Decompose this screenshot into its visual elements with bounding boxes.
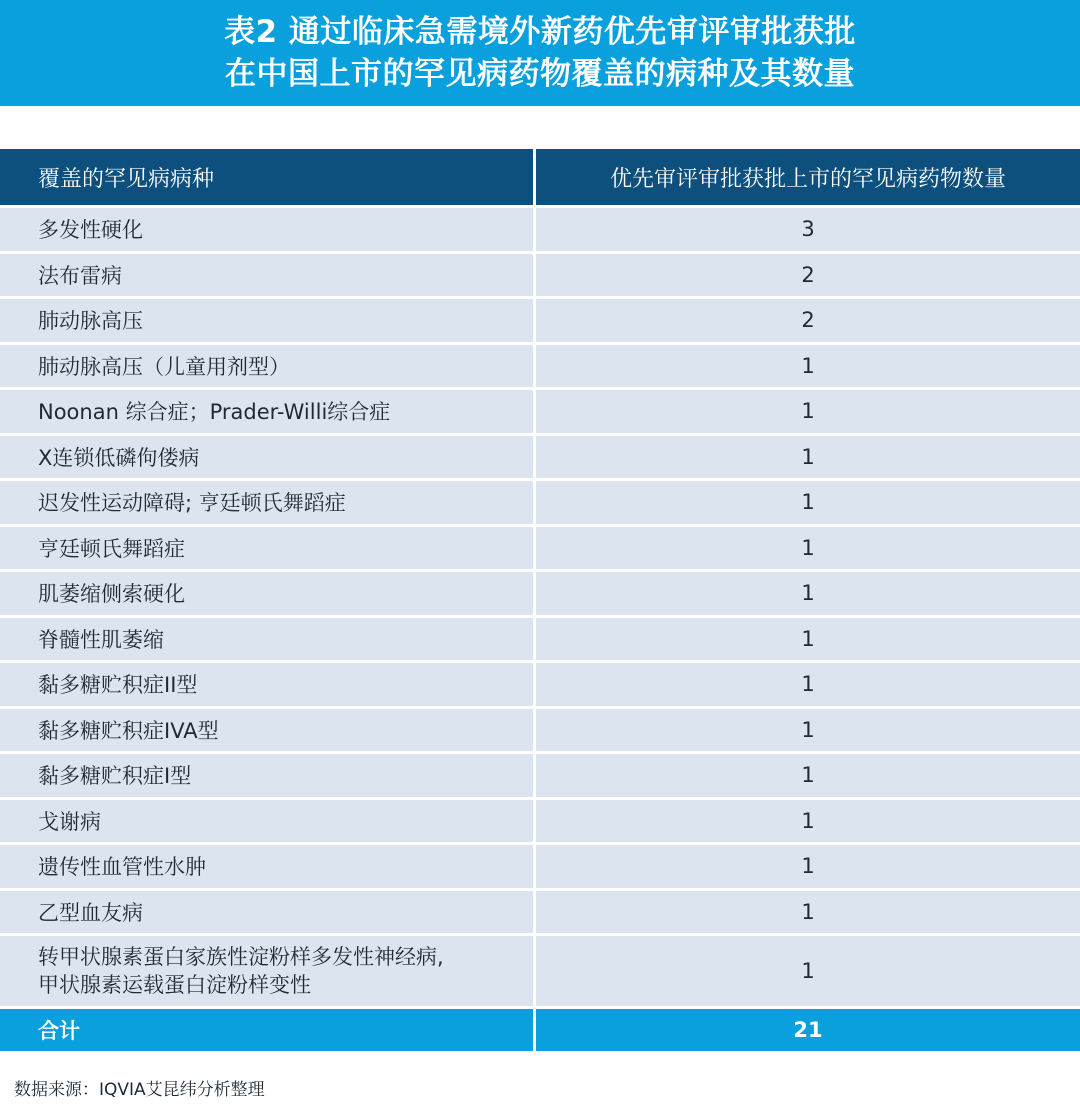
header-disease: 覆盖的罕见病病种 <box>0 149 533 205</box>
table-row <box>0 299 1080 342</box>
count-cell: 1 <box>533 481 1080 524</box>
disease-cell: 乙型血友病 <box>0 891 533 934</box>
total-label: 合计 <box>0 1009 533 1051</box>
disease-cell: 黏多糖贮积症II型 <box>0 663 533 706</box>
count-cell: 1 <box>533 527 1080 570</box>
table-row <box>0 663 1080 706</box>
data-source-note: 数据来源：IQVIA艾昆纬分析整理 <box>14 1080 265 1100</box>
table-row <box>0 845 1080 888</box>
total-count: 21 <box>533 1009 1080 1051</box>
disease-cell: 黏多糖贮积症I型 <box>0 754 533 797</box>
count-cell: 1 <box>533 436 1080 479</box>
count-cell: 2 <box>533 254 1080 297</box>
disease-cell: 肌萎缩侧索硬化 <box>0 572 533 615</box>
count-cell: 1 <box>533 936 1080 1006</box>
disease-cell: 多发性硬化 <box>0 208 533 251</box>
disease-cell: 黏多糖贮积症IVA型 <box>0 709 533 752</box>
title-line-1: 表2 通过临床急需境外新药优先审评审批获批 <box>224 14 856 50</box>
count-cell: 3 <box>533 208 1080 251</box>
table-row <box>0 891 1080 934</box>
rare-disease-table <box>0 146 1080 1054</box>
header-count: 优先审评审批获批上市的罕见病药物数量 <box>533 149 1080 205</box>
disease-cell: 肺动脉高压 <box>0 299 533 342</box>
disease-cell-line-2: 甲状腺素运载蛋白淀粉样变性 <box>38 973 311 997</box>
count-cell: 1 <box>533 845 1080 888</box>
count-cell: 1 <box>533 345 1080 388</box>
table-row <box>0 527 1080 570</box>
table-row <box>0 800 1080 843</box>
table-row <box>0 208 1080 251</box>
count-cell: 1 <box>533 572 1080 615</box>
disease-cell: 亨廷顿氏舞蹈症 <box>0 527 533 570</box>
disease-cell-line-1: 转甲状腺素蛋白家族性淀粉样多发性神经病, <box>38 945 444 969</box>
table-row <box>0 390 1080 433</box>
total-row <box>0 1009 1080 1051</box>
count-cell: 2 <box>533 299 1080 342</box>
table-row <box>0 254 1080 297</box>
disease-cell: Noonan 综合症；Prader-Willi综合症 <box>0 390 533 433</box>
table-row <box>0 618 1080 661</box>
table-row <box>0 481 1080 524</box>
count-cell: 1 <box>533 390 1080 433</box>
disease-cell <box>0 936 533 1006</box>
disease-cell: 迟发性运动障碍; 亨廷顿氏舞蹈症 <box>0 481 533 524</box>
count-cell: 1 <box>533 754 1080 797</box>
count-cell: 1 <box>533 709 1080 752</box>
disease-cell: 遗传性血管性水肿 <box>0 845 533 888</box>
disease-cell: X连锁低磷佝偻病 <box>0 436 533 479</box>
count-cell: 1 <box>533 800 1080 843</box>
disease-cell: 肺动脉高压（儿童用剂型） <box>0 345 533 388</box>
table-row <box>0 572 1080 615</box>
table-row <box>0 754 1080 797</box>
table-row <box>0 709 1080 752</box>
table-row <box>0 436 1080 479</box>
count-cell: 1 <box>533 618 1080 661</box>
table-row <box>0 936 1080 1006</box>
disease-cell: 脊髓性肌萎缩 <box>0 618 533 661</box>
title-line-2: 在中国上市的罕见病药物覆盖的病种及其数量 <box>225 56 855 92</box>
disease-cell: 戈谢病 <box>0 800 533 843</box>
count-cell: 1 <box>533 891 1080 934</box>
count-cell: 1 <box>533 663 1080 706</box>
table-row <box>0 345 1080 388</box>
disease-cell: 法布雷病 <box>0 254 533 297</box>
table-header-row <box>0 149 1080 205</box>
title-banner <box>0 0 1080 106</box>
